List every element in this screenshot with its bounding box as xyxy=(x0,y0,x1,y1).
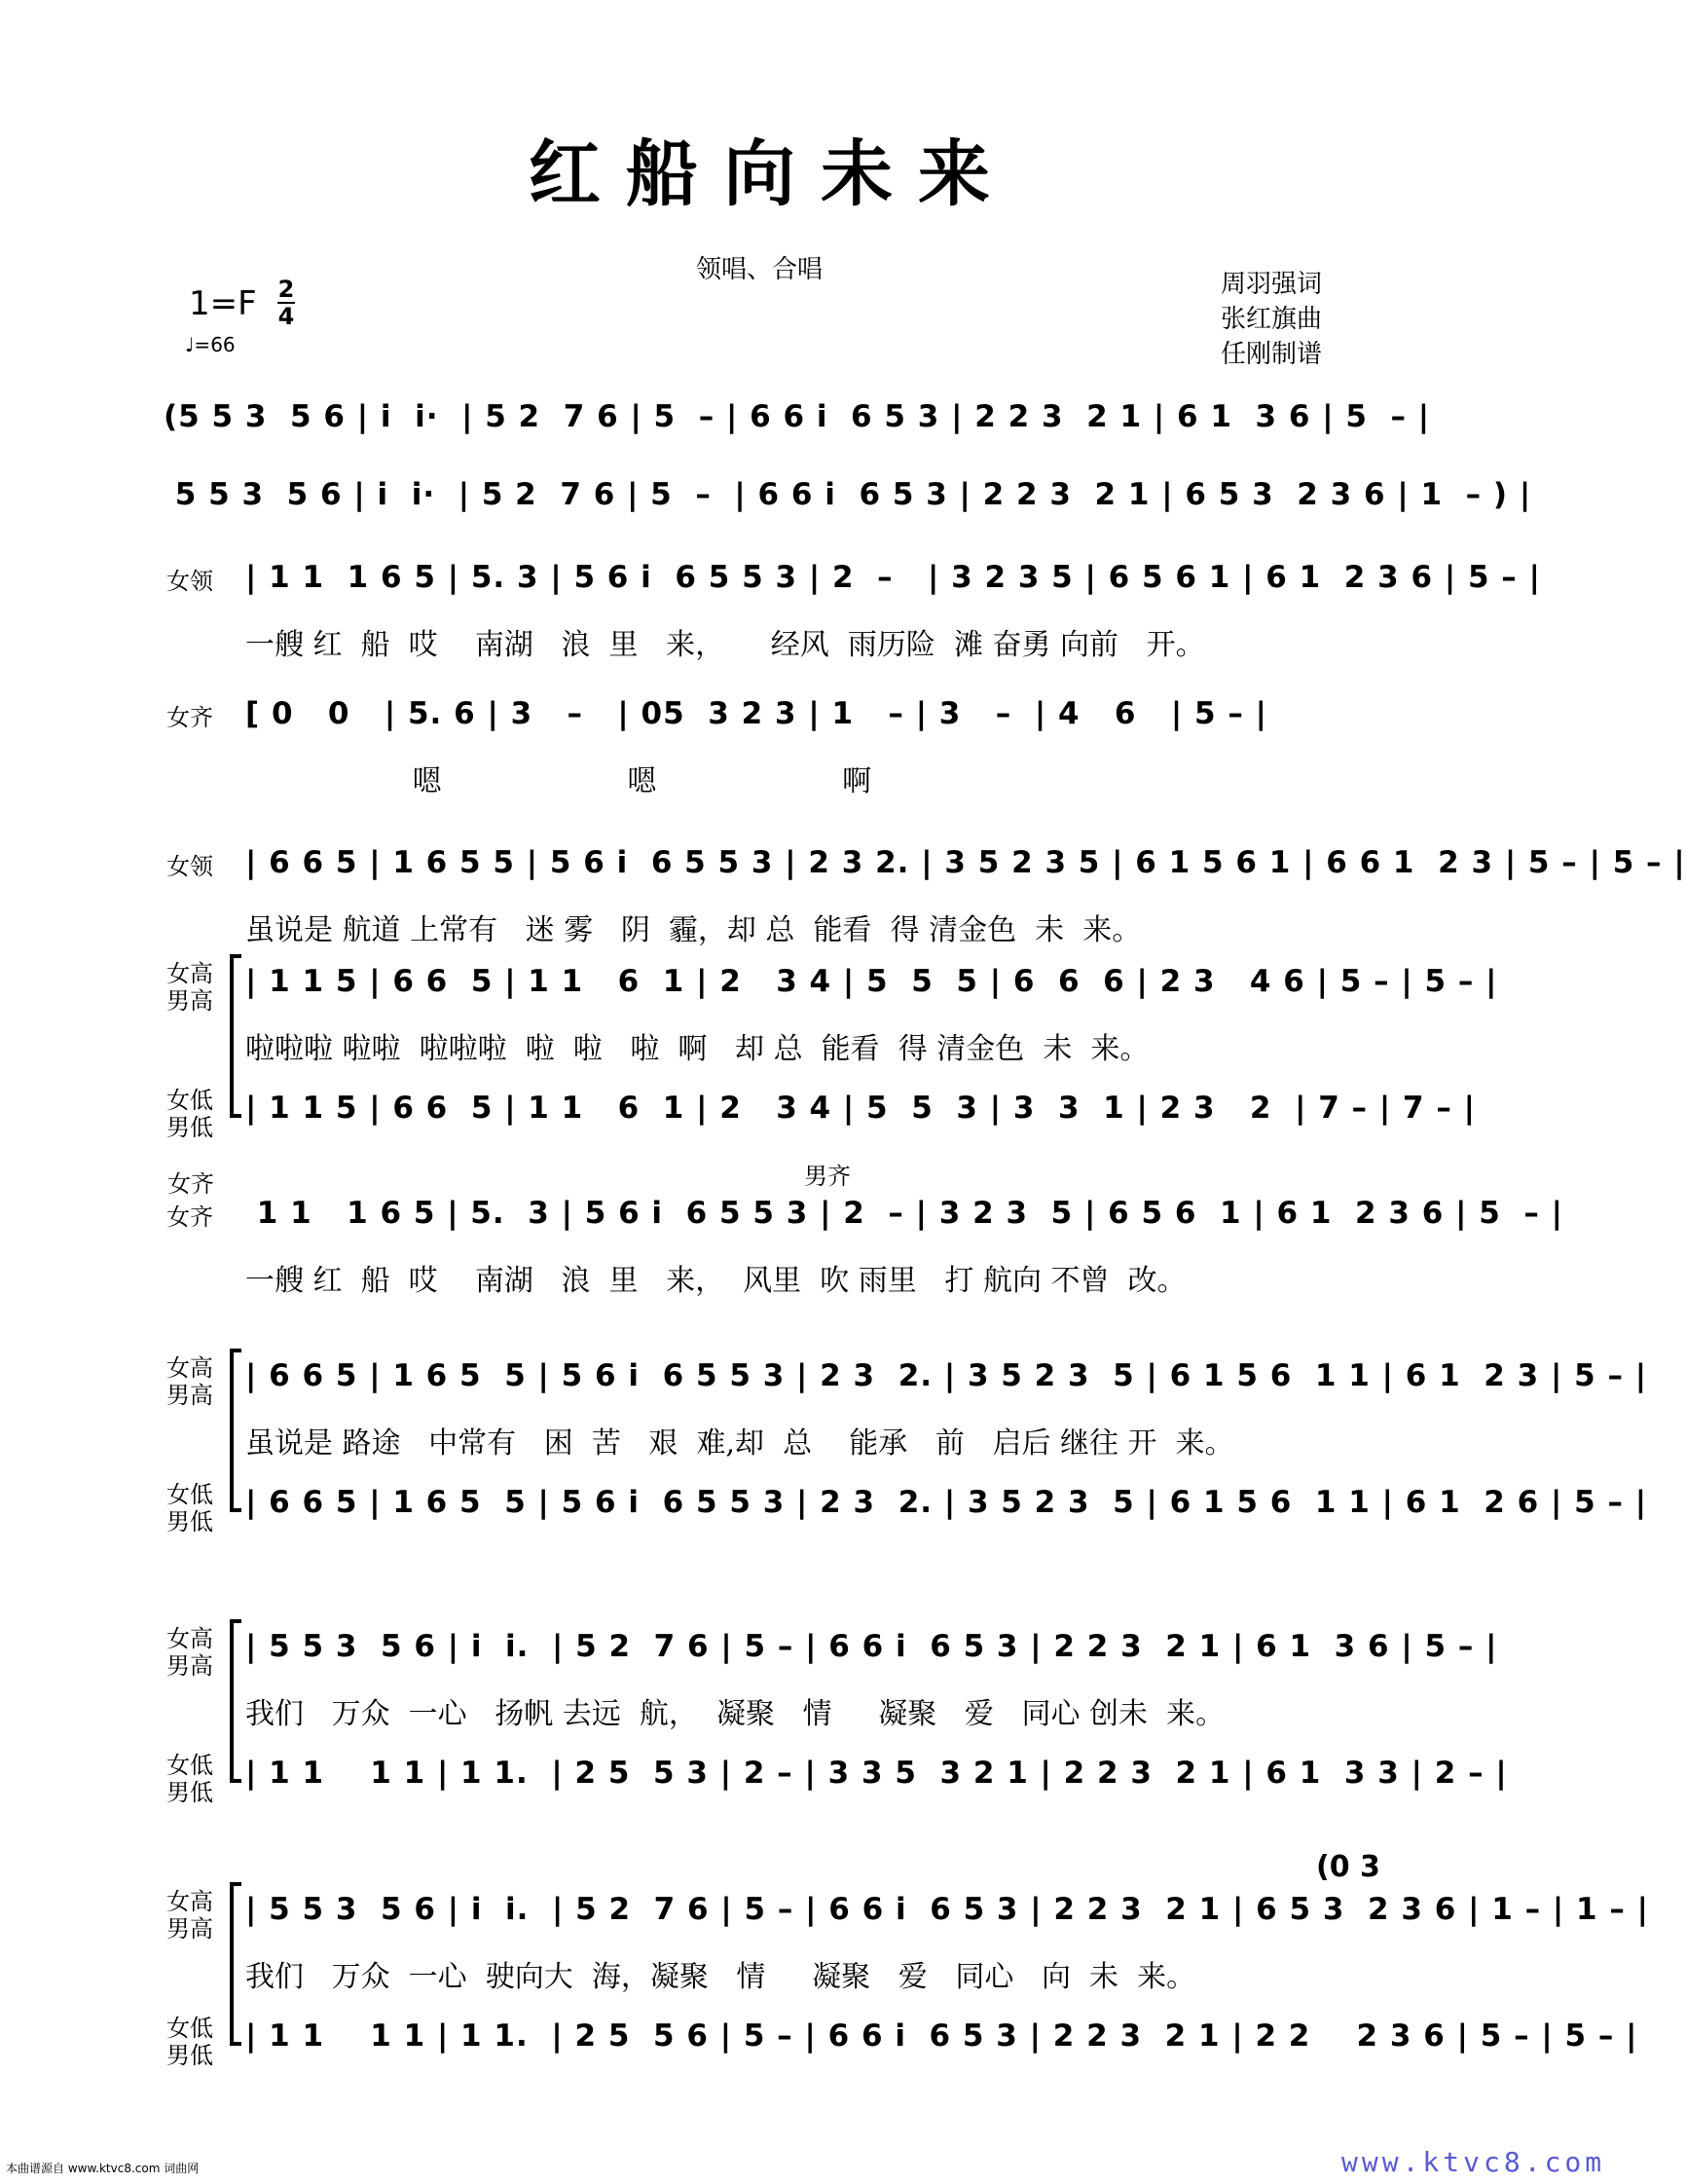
staff-label: 女低 男低 xyxy=(166,2015,213,2069)
time-signature xyxy=(277,277,295,329)
staff-label: 女领 xyxy=(166,568,213,595)
staff-label: 女高 男高 xyxy=(166,1354,213,1409)
staff-label: 女低 男低 xyxy=(166,1087,213,1141)
staff-notes: (5 5 3 5 6 | i i· | 5 2 7 6 | 5 – | 6 6 i 6 5 3 | 2 2 3 2 1 | 6 1 3 6 | 5 – | xyxy=(164,399,1431,434)
staff-label: 女高 男高 xyxy=(166,1888,213,1943)
staff-notes: | 1 1 1 1 | 1 1. | 2 5 5 3 | 2 – | 3 3 5 3 2 1 | 2 2 3 2 1 | 6 1 3 3 | 2 – | xyxy=(245,1756,1508,1791)
key-signature: 1=F xyxy=(189,284,257,323)
staff-notes: | 1 1 1 6 5 | 5. 3 | 5 6 i 6 5 5 3 | 2 – | 3 2 3 5 | 6 5 6 1 | 6 1 2 3 6 | 5 – | xyxy=(245,560,1541,595)
meter-bottom: 4 xyxy=(277,303,295,330)
staff-notes: | 1 1 5 | 6 6 5 | 1 1 6 1 | 2 3 4 | 5 5 3 | 3 3 1 | 2 3 2 | 7 – | 7 – | xyxy=(245,1091,1476,1126)
staff-bracket xyxy=(230,1349,241,1512)
staff-label: 女齐 xyxy=(166,704,213,731)
tempo-mark: ♩=66 xyxy=(185,333,236,356)
staff-lyrics: 一艘 红 船 哎 南湖 浪 里 来， 经风 雨历险 滩 奋勇 向前 开。 xyxy=(245,628,1205,662)
staff-notes: | 5 5 3 5 6 | i i. | 5 2 7 6 | 5 – | 6 6 i 6 5 3 | 2 2 3 2 1 | 6 5 3 2 3 6 | 1 – | 1 – | xyxy=(245,1892,1649,1927)
staff-lyrics: 虽说是 路途 中常有 困 苦 艰 难,却 总 能承 前 启后 继往 开 来。 xyxy=(245,1426,1234,1461)
staff-label: 女低 男低 xyxy=(166,1752,213,1806)
staff-notes: 1 1 1 6 5 | 5. 3 | 5 6 i 6 5 5 3 | 2 – | 3 2 3 5 | 6 5 6 1 | 6 1 2 3 6 | 5 – | xyxy=(245,1196,1563,1231)
credits xyxy=(1221,267,1322,372)
transcriber: 任刚制谱 xyxy=(1221,340,1323,369)
staff-notes: | 1 1 1 1 | 1 1. | 2 5 5 6 | 5 – | 6 6 i 6 5 3 | 2 2 3 2 1 | 2 2 2 3 6 | 5 – | 5 – | xyxy=(245,2018,1638,2054)
pickup-notes: (0 3 xyxy=(1316,1850,1380,1884)
staff-label: 女齐 xyxy=(166,1203,213,1231)
label-male-unison: 男齐 xyxy=(804,1163,851,1190)
composer: 张红旗曲 xyxy=(1221,305,1323,334)
staff-notes: 5 5 3 5 6 | i i· | 5 2 7 6 | 5 – | 6 6 i 6 5 3 | 2 2 3 2 1 | 6 5 3 2 3 6 | 1 – ) | xyxy=(164,477,1532,512)
staff-label: 女领 xyxy=(166,853,213,880)
staff-notes: | 6 6 5 | 1 6 5 5 | 5 6 i 6 5 5 3 | 2 3 2. | 3 5 2 3 5 | 6 1 5 6 1 1 | 6 1 2 3 | 5 – | xyxy=(245,1358,1648,1393)
footer-watermark: www.ktvc8.com xyxy=(1341,2146,1606,2178)
staff-notes: | 6 6 5 | 1 6 5 5 | 5 6 i 6 5 5 3 | 2 3 2. | 3 5 2 3 5 | 6 1 5 6 1 | 6 6 1 2 3 | 5 – | 5 – | xyxy=(245,845,1686,880)
label-female-unison: 女齐 xyxy=(167,1170,214,1198)
song-subtitle: 领唱、合唱 xyxy=(696,255,824,284)
staff-lyrics: 嗯 嗯 啊 xyxy=(245,764,872,798)
staff-notes: | 6 6 5 | 1 6 5 5 | 5 6 i 6 5 5 3 | 2 3 2. | 3 5 2 3 5 | 6 1 5 6 1 1 | 6 1 2 6 | 5 – | xyxy=(245,1485,1648,1520)
lyricist: 周羽强词 xyxy=(1221,270,1323,299)
staff-lyrics: 啦啦啦 啦啦 啦啦啦 啦 啦 啦 啊 却 总 能看 得 清金色 未 来。 xyxy=(245,1032,1150,1066)
staff-lyrics: 虽说是 航道 上常有 迷 雾 阴 霾，却 总 能看 得 清金色 未 来。 xyxy=(245,913,1142,947)
staff-lyrics: 一艘 红 船 哎 南湖 浪 里 来， 风里 吹 雨里 打 航向 不曾 改。 xyxy=(245,1264,1187,1298)
staff-label: 女低 男低 xyxy=(166,1481,213,1536)
staff-notes: | 5 5 3 5 6 | i i. | 5 2 7 6 | 5 – | 6 6 i 6 5 3 | 2 2 3 2 1 | 6 1 3 6 | 5 – | xyxy=(245,1629,1498,1664)
staff-lyrics: 我们 万众 一心 驶向大 海，凝聚 情 凝聚 爱 同心 向 未 来。 xyxy=(245,1960,1196,1994)
footer-source: 本曲谱源自 www.ktvc8.com 词曲网 xyxy=(6,2162,200,2175)
song-title: 红船向未来 xyxy=(529,132,1015,216)
staff-label: 女高 男高 xyxy=(166,1625,213,1680)
staff-bracket xyxy=(230,954,241,1118)
meter-top: 2 xyxy=(277,276,295,303)
staff-notes: [ 0 0 | 5. 6 | 3 – | 05 3 2 3 | 1 – | 3 – | 4 6 | 5 – | xyxy=(245,696,1267,731)
staff-lyrics: 我们 万众 一心 扬帆 去远 航， 凝聚 情 凝聚 爱 同心 创未 来。 xyxy=(245,1697,1226,1731)
staff-label: 女高 男高 xyxy=(166,960,213,1015)
staff-bracket xyxy=(230,1619,241,1783)
staff-bracket xyxy=(230,1882,241,2046)
staff-notes: | 1 1 5 | 6 6 5 | 1 1 6 1 | 2 3 4 | 5 5 5 | 6 6 6 | 2 3 4 6 | 5 – | 5 – | xyxy=(245,964,1498,999)
